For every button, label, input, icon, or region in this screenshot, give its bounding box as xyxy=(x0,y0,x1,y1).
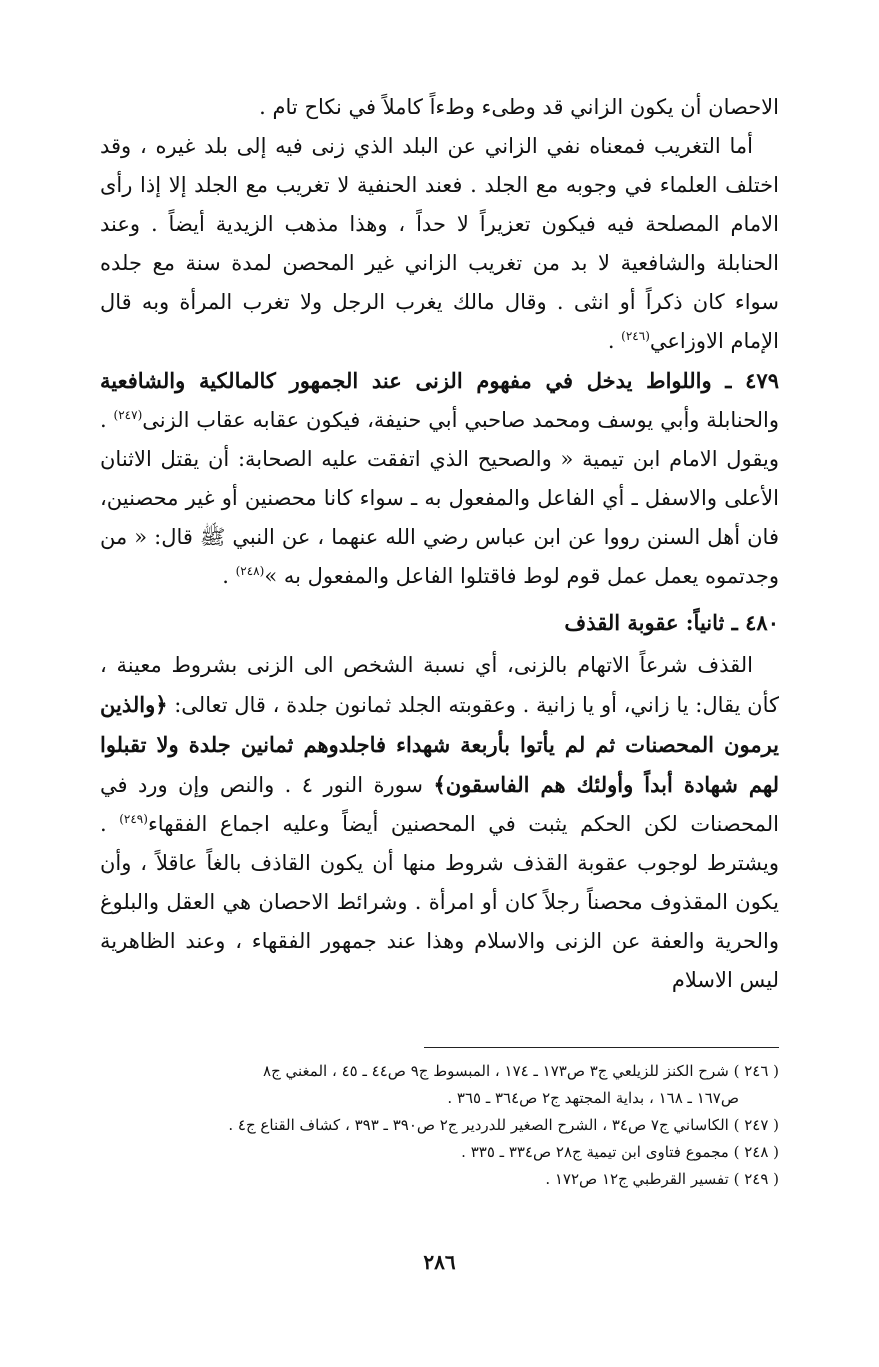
page-number: ٢٨٦ xyxy=(423,1250,456,1274)
footnote-ref-246[interactable]: (٢٤٦) xyxy=(621,329,650,343)
paragraph-qadhf: القذف شرعاً الاتهام بالزنى، أي نسبة الشخص الى الزنى بشروط معينة ، كأن يقال: يا زاني، أو يا زانية . وعقوبته الجلد ثمانون جلدة ، قال تعالى: ﴿والذين يرمون المحصنات ثم لم يأتوا بأربعة شهداء فاجلدوهم ثمانين جلدة ولا تقبلوا لهم شهادة أبداً وأولئك هم الفاسقون﴾ سورة النور ٤ . والنص وإن ورد في المحصنات لكن الحكم يثبت في المحصنين أيضاً وعليه اجماع الفقهاء$^{(٢٤٩)}$ . ويشترط لوجوب عقوبة القذف شروط منها أن يكون القاذف بالغاً عاقلاً ، وأن يكون المقذوف محصناً رجلاً كان أو امرأة . وشرائط الاحصان هي العقل والبلوغ والحرية والعفة عن الزنى والاسلام وهذا عند جمهور الفقهاء ، وعند الظاهرية ليس الاسلام xyxy=(100,653,780,992)
footnote-ref-249[interactable]: (٢٤٩) xyxy=(119,812,148,826)
footnote-247: ( ٢٤٧ ) الكاساني ج٧ ص٣٤ ، الشرح الصغير للدردير ج٢ ص٣٩٠ ـ ٣٩٣ ، كشاف القناع ج٤ . xyxy=(228,1116,779,1134)
paragraph-taghrib: أما التغريب فمعناه نفي الزاني عن البلد الذي زنى فيه إلى بلد غيره ، وقد اختلف العلماء في وجوبه مع الجلد . فعند الحنفية لا تغريب مع الجلد إلا إذا رأى الامام المصلحة فيه فيكون تعزيراً لا حداً ، وهذا مذهب الزيدية أيضاً . وعند الحنابلة والشافعية لا بد من تغريب الزاني غير المحصن لمدة سنة مع جلده سواء كان ذكراً أو انثى . وقال مالك يغرب الرجل ولا تغرب المرأة وبه قال الإمام الاوزاعي$^{(٢٤٦)}$ . xyxy=(100,134,779,353)
footnote-ref-247[interactable]: (٢٤٧) xyxy=(113,408,143,422)
section-479: ٤٧٩ ـ واللواط يدخل في مفهوم الزنى عند الجمهور كالمالكية والشافعية والحنابلة وأبي يوسف ومحمد صاحبي أبي حنيفة، فيكون عقابه عقاب الزنى$^{(٢٤٧)}$ . ويقول الامام ابن تيمية « والصحيح الذي اتفقت عليه الصحابة: أن يقتل الاثنان الأعلى والاسفل ـ أي الفاعل والمفعول به ـ سواء كانا محصنين أو غير محصنين، فان أهل السنن رووا عن ابن عباس رضي الله عنهما ، عن النبي ﷺ قال: « من وجدتموه يعمل عمل قوم لوط فاقتلوا الفاعل والمفعول به »$^{(٢٤٨)}$ . xyxy=(100,368,779,588)
footnote-249: ( ٢٤٩ ) تفسير القرطبي ج١٢ ص١٧٢ . xyxy=(545,1170,779,1188)
section-479-lead: ـ واللواط يدخل في مفهوم الزنى عند الجمهور كالمالكية والشافعية xyxy=(100,368,746,393)
footnote-246: ( ٢٤٦ ) شرح الكنز للزيلعي ج٣ ص١٧٣ ـ ١٧٤ ، المبسوط ج٩ ص٤٤ ـ ٤٥ ، المغني ج٨ xyxy=(263,1062,779,1080)
footnote-divider xyxy=(424,1047,779,1048)
quran-verse: ﴿والذين يرمون المحصنات ثم لم يأتوا بأربعة شهداء فاجلدوهم ثمانين جلدة ولا تقبلوا لهم شهادة أبداً وأولئك هم الفاسقون﴾ xyxy=(100,692,779,797)
paragraph-continuation: الاحصان أن يكون الزاني قد وطىء وطءاً كاملاً في نكاح تام . xyxy=(259,95,779,119)
footnote-248: ( ٢٤٨ ) مجموع فتاوى ابن تيمية ج٢٨ ص٣٣٤ ـ ٣٣٥ . xyxy=(461,1143,779,1161)
footnotes xyxy=(90,1058,779,1193)
section-480-heading: ٤٨٠ ـ ثانياً: عقوبة القذف xyxy=(564,610,779,635)
footnote-ref-248[interactable]: (٢٤٨) xyxy=(235,564,265,578)
footnote-246-continued: ص١٦٧ ـ ١٦٨ ، بداية المجتهد ج٢ ص٣٦٤ ـ ٣٦٥ . xyxy=(447,1089,739,1107)
section-number-479: ٤٧٩ xyxy=(745,368,779,393)
main-text xyxy=(100,88,779,1000)
